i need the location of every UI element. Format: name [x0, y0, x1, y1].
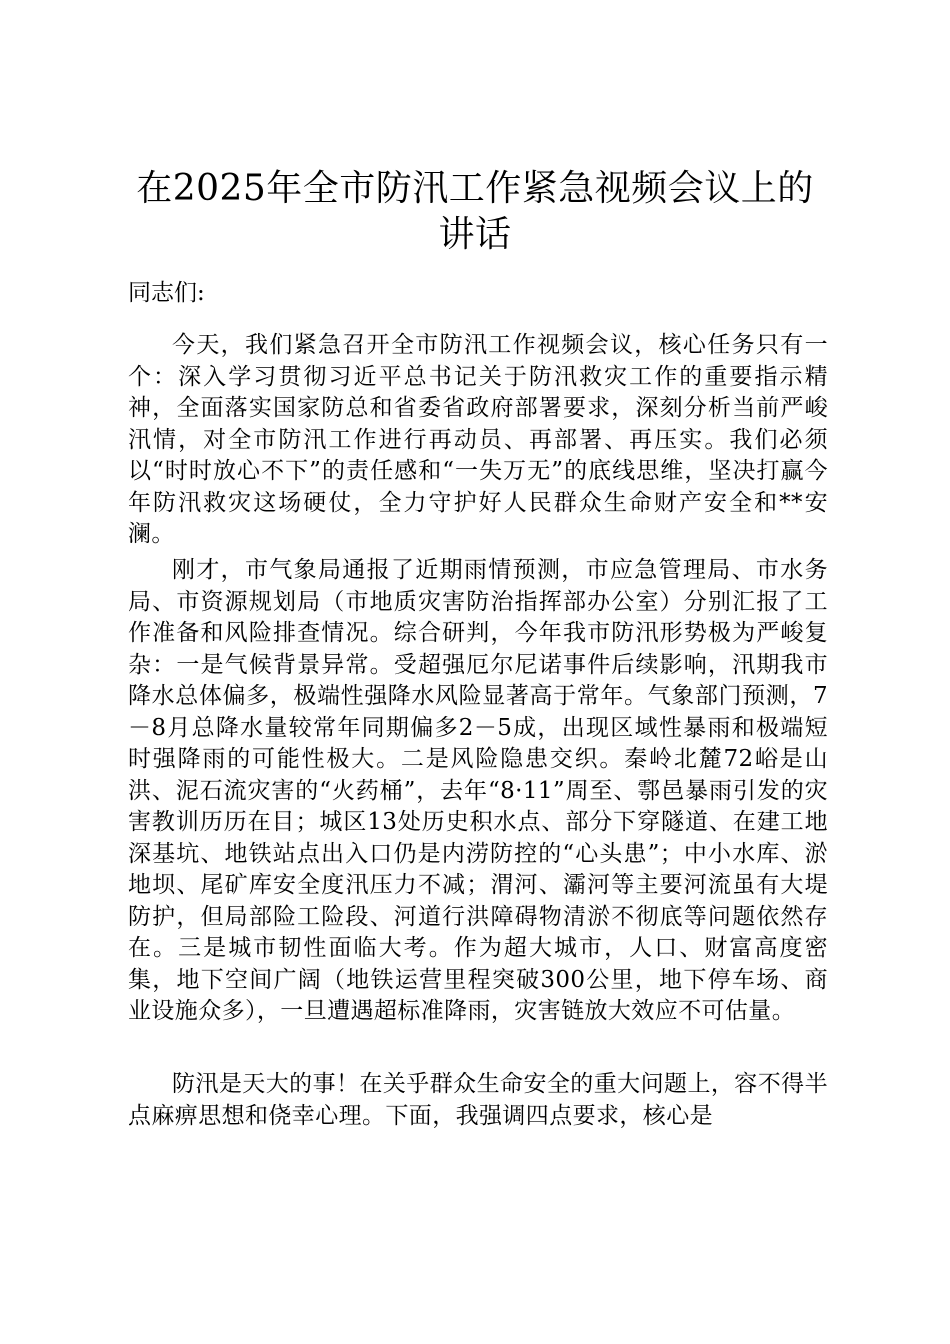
- paragraph-3: 防汛是天大的事！在关乎群众生命安全的重大问题上，容不得半点麻痹思想和侥幸心理。下面，我强调四点要求，核心是: [128, 1071, 828, 1129]
- paragraph-1: 今天，我们紧急召开全市防汛工作视频会议，核心任务只有一个：深入学习贯彻习近平总书记关于防汛救灾工作的重要指示精神，全面落实国家防总和省委省政府部署要求，深刻分析当前严峻汛情，对全市防汛工作进行再动员、再部署、再压实。我们必须以“时时放心不下”的责任感和“一失万无”的底线思维，坚决打赢今年防汛救灾这场硬仗，全力守护好人民群众生命财产安全和**安澜。: [128, 332, 828, 547]
- salutation: 同志们:: [128, 280, 205, 306]
- paragraph-2: 刚才，市气象局通报了近期雨情预测，市应急管理局、市水务局、市资源规划局（市地质灾害防治指挥部办公室）分别汇报了工作准备和风险排查情况。综合研判，今年我市防汛形势极为严峻复杂：一是气候背景异常。受超强厄尔尼诺事件后续影响，汛期我市降水总体偏多，极端性强降水风险显著高于常年。气象部门预测，7－8月总降水量较常年同期偏多2－5成，出现区域性暴雨和极端短时强降雨的可能性极大。二是风险隐患交织。秦岭北麓72峪是山洪、泥石流灾害的“火药桶”，去年“8·11”周至、鄠邑暴雨引发的灾害教训历历在目；城区13处历史积水点、部分下穿隧道、在建工地深基坑、地铁站点出入口仍是内涝防控的“心头患”；中小水库、淤地坝、尾矿库安全度汛压力不减；渭河、灞河等主要河流虽有大堤防护，但局部险工险段、河道行洪障碍物清淤不彻底等问题依然存在。三是城市韧性面临大考。作为超大城市，人口、财富高度密集，地下空间广阔（地铁运营里程突破300公里，地下停车场、商业设施众多），一旦遭遇超标准降雨，灾害链放大效应不可估量。: [128, 557, 828, 1024]
- document-title: 在2025年全市防汛工作紧急视频会议上的讲话: [136, 168, 814, 255]
